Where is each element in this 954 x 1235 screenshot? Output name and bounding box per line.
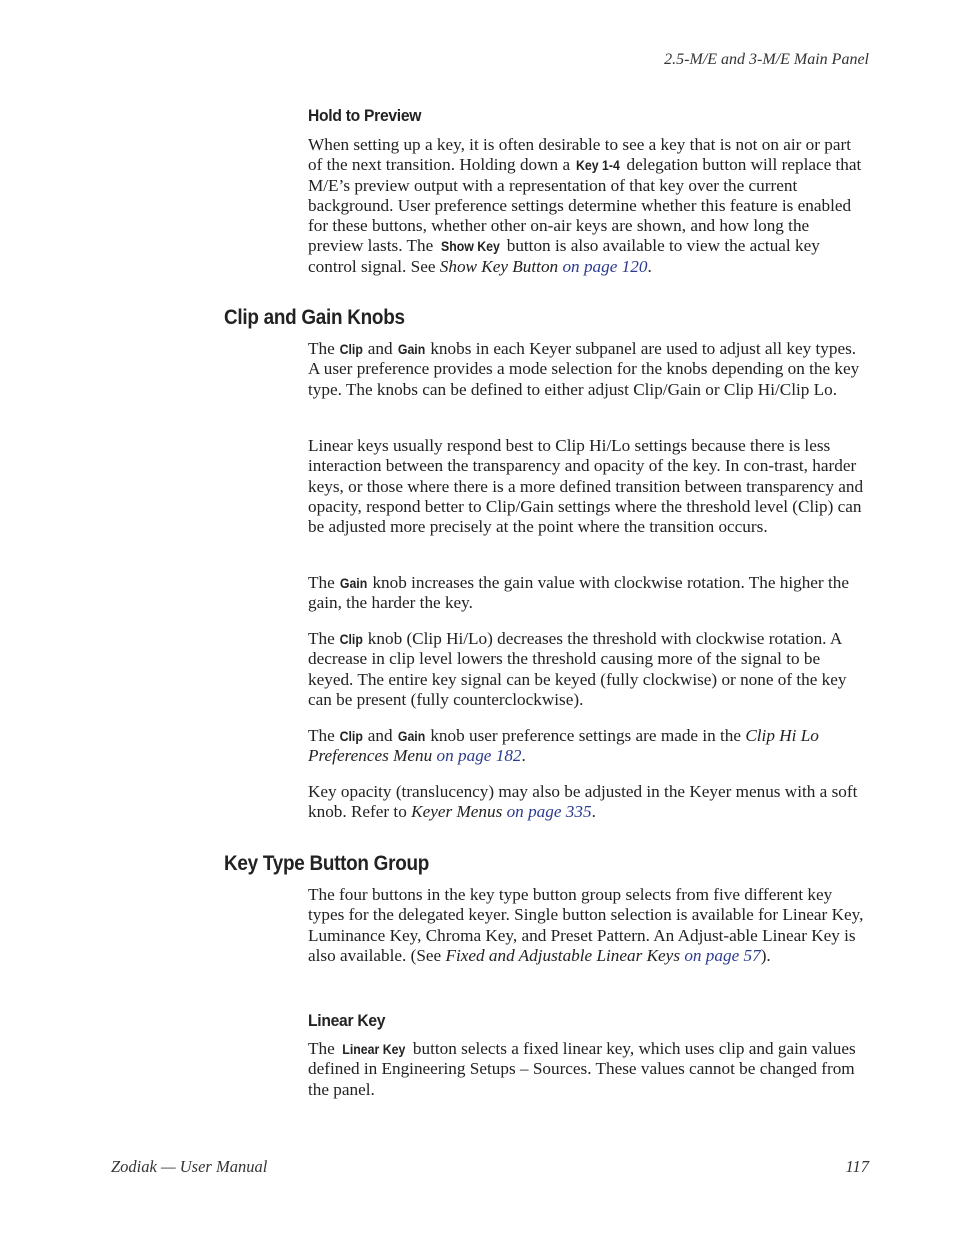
- button-name-key-1-4: Key 1-4: [576, 157, 621, 174]
- button-name-gain: Gain: [397, 728, 426, 744]
- paragraph-clip-gain-5: [308, 726, 868, 767]
- cross-reference-title: Show Key Button: [439, 256, 559, 276]
- paragraph-clip-gain-2: Linear keys usually respond best to Clip Hi/Lo settings because there is less interaction between the transparency and opacity of the key. In con-trast, harder keys, or those where there is a more defined transition between transparency and opacity, respond better to Clip/Gain settings where the threshold level (Clip) can be adjusted more precisely at the point where the transition occurs.: [308, 436, 864, 537]
- text-run: The: [308, 726, 340, 745]
- text-run: knob user preference settings are made in the: [426, 726, 746, 745]
- page-link-120[interactable]: on page 120: [562, 256, 648, 276]
- paragraph-clip-gain-6: [308, 782, 868, 823]
- text-run: button selects a fixed linear key, which uses clip and gain values defined in Engineering Setups – Sources. These values cannot be changed from the panel.: [308, 1039, 856, 1099]
- text-run: When setting up a key, it is often desirable to see a key that is not on air or part of the next transition. Holding down a: [308, 135, 851, 175]
- button-name-linear-key: Linear Key: [342, 1041, 406, 1057]
- text-run: ).: [760, 945, 771, 965]
- cross-reference-title: Fixed and Adjustable Linear Keys: [445, 945, 681, 965]
- footer-manual-title: Zodiak — User Manual: [111, 1157, 268, 1176]
- page-link-182[interactable]: on page 182: [436, 746, 522, 766]
- cross-reference-title: Clip Hi Lo Preferences Menu: [308, 726, 819, 766]
- text-run: knob (Clip Hi/Lo) decreases the threshold with clockwise rotation. A decrease in clip level lowers the threshold causing more of the signal to be keyed. The entire key signal can be keyed (fully clockwise) or none of the key can be present (fully counterclockwise).: [308, 629, 847, 709]
- paragraph-clip-gain-4: [308, 629, 868, 710]
- text-run: The four buttons in the key type button group selects from five different key types for the delegated keyer. Single button selection is available for Linear Key, Luminance Key, Chroma Key, and Preset Pattern. An Adjust-able Linear Key is also available. (See: [308, 885, 864, 965]
- text-run: .: [521, 746, 526, 766]
- heading-hold-to-preview: Hold to Preview: [308, 106, 422, 125]
- text-run: .: [591, 802, 596, 822]
- paragraph-clip-gain-3: [308, 573, 868, 614]
- paragraph-linear-key: [308, 1039, 868, 1100]
- button-name-show-key: Show Key: [440, 238, 500, 255]
- heading-linear-key: Linear Key: [308, 1011, 386, 1030]
- running-header: 2.5-M/E and 3-M/E Main Panel: [664, 51, 869, 68]
- text-run: The: [308, 339, 340, 358]
- page-link-335[interactable]: on page 335: [506, 802, 592, 822]
- paragraph-hold-to-preview: [308, 135, 868, 277]
- paragraph-key-type: [308, 885, 868, 966]
- text-run: knobs in each Keyer subpanel are used to adjust all key types. A user preference provides a mode selection for the knobs depending on the key type. The knobs can be defined to either adjust Clip/Gain or Clip Hi/Clip Lo.: [308, 339, 860, 399]
- page-number: 117: [845, 1157, 869, 1176]
- button-name-gain: Gain: [397, 341, 426, 357]
- heading-key-type-button-group: Key Type Button Group: [224, 852, 430, 875]
- cross-reference-title: Keyer Menus: [411, 802, 503, 822]
- text-run: and: [363, 339, 397, 358]
- text-run: The: [308, 629, 340, 648]
- text-run: .: [647, 256, 652, 276]
- text-run: delegation button will replace that M/E’s preview output with a representation of that key over the current background. User preference settings determine whether this feature is enabled for these buttons, whether other on-air keys are shown, and how long the preview lasts. The: [308, 155, 862, 256]
- text-run: Key opacity (translucency) may also be adjusted in the Keyer menus with a soft knob. Refer to: [308, 782, 858, 822]
- page-link-57[interactable]: on page 57: [684, 945, 761, 965]
- text-run: The: [308, 573, 340, 592]
- text-run: The: [308, 1039, 340, 1058]
- paragraph-clip-gain-1: [308, 339, 868, 400]
- text-run: and: [363, 726, 397, 745]
- button-name-clip: Clip: [339, 341, 363, 357]
- button-name-gain: Gain: [339, 575, 368, 591]
- heading-clip-and-gain-knobs: Clip and Gain Knobs: [224, 306, 405, 329]
- button-name-clip: Clip: [339, 728, 363, 744]
- button-name-clip: Clip: [339, 631, 363, 647]
- text-run: button is also available to view the actual key control signal. See: [308, 236, 820, 276]
- text-run: knob increases the gain value with clockwise rotation. The higher the gain, the harder the key.: [308, 573, 849, 613]
